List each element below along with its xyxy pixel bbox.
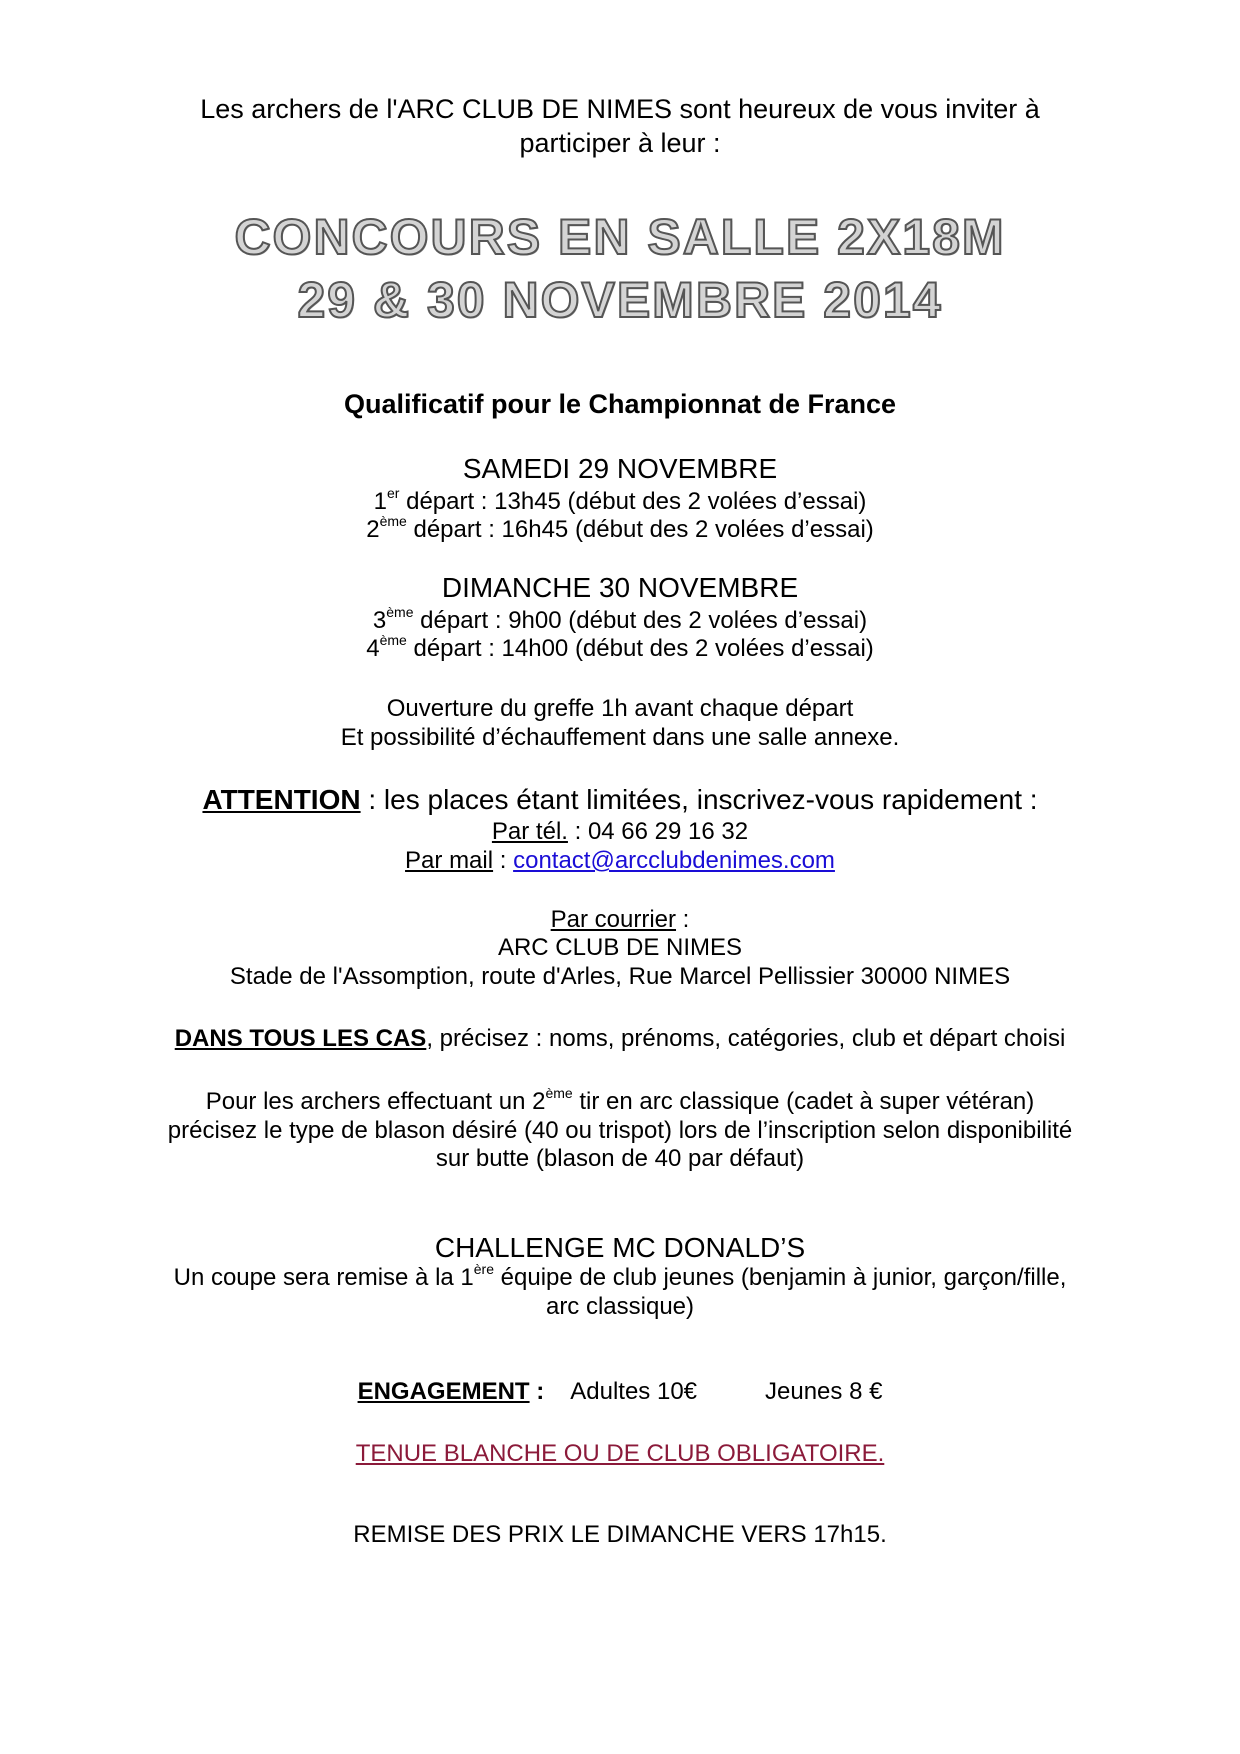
depart-4: [0, 632, 1240, 663]
event-title: CONCOURS EN SALLE 2X18M: [234, 209, 1006, 265]
depart-1-sup: er: [386, 485, 400, 501]
depart-4-num: 4: [366, 635, 380, 662]
mail-line: [0, 847, 1240, 875]
club-name: ARC CLUB DE NIMES: [497, 934, 743, 961]
courrier-sep: :: [676, 906, 690, 933]
challenge-sup: ère: [473, 1261, 494, 1277]
tenue-notice: TENUE BLANCHE OU DE CLUB OBLIGATOIRE.: [355, 1440, 885, 1467]
second-tir-sup: ème: [545, 1085, 573, 1101]
email-link[interactable]: contact@arcclubdenimes.com: [513, 847, 835, 874]
second-tir-line-1: [0, 1085, 1240, 1116]
depart-4-text: départ : 14h00 (début des 2 volées d’essai): [406, 635, 874, 662]
dans-tous-label: DANS TOUS LES CAS: [174, 1025, 427, 1052]
phone-label: Par tél.: [491, 818, 568, 845]
attention-label: ATTENTION: [202, 784, 361, 815]
phone-value: : 04 66 29 16 32: [567, 818, 749, 845]
depart-1-num: 1: [373, 488, 387, 515]
depart-2-text: départ : 16h45 (début des 2 volées d’essai): [406, 516, 874, 543]
club-address: Stade de l'Assomption, route d'Arles, Rue Marcel Pellissier 30000 NIMES: [229, 963, 1011, 990]
dans-tous-text: , précisez : noms, prénoms, catégories, club et départ choisi: [426, 1025, 1066, 1052]
engagement-jeunes: Jeunes 8 €: [765, 1378, 883, 1405]
attention-text: : les places étant limitées, inscrivez-vous rapidement :: [360, 784, 1038, 815]
challenge-line-1: [0, 1261, 1240, 1292]
remise-des-prix: REMISE DES PRIX LE DIMANCHE VERS 17h15.: [353, 1521, 887, 1548]
mail-label: Par mail: [405, 847, 494, 874]
challenge-line-2: arc classique): [545, 1293, 695, 1320]
courrier-label: Par courrier: [550, 906, 677, 933]
intro-line-2: participer à leur :: [519, 128, 721, 158]
dans-tous-les-cas-line: [0, 1025, 1240, 1053]
mail-sep: :: [493, 847, 514, 874]
greffe-line-1: Ouverture du greffe 1h avant chaque départ: [386, 695, 854, 722]
qualification-note: Qualificatif pour le Championnat de France: [343, 389, 897, 419]
saturday-heading: SAMEDI 29 NOVEMBRE: [462, 453, 778, 484]
second-tir-pre: Pour les archers effectuant un 2: [205, 1088, 546, 1115]
engagement-label: ENGAGEMENT: [357, 1378, 530, 1405]
challenge-heading: CHALLENGE MC DONALD’S: [434, 1232, 806, 1263]
depart-3-num: 3: [372, 607, 387, 634]
greffe-line-2: Et possibilité d’échauffement dans une salle annexe.: [340, 724, 900, 751]
engagement-adultes: Adultes 10€: [570, 1378, 698, 1405]
sunday-heading: DIMANCHE 30 NOVEMBRE: [441, 572, 799, 603]
second-tir-line-2: précisez le type de blason désiré (40 ou trispot) lors de l’inscription selon disponibilité: [167, 1117, 1073, 1144]
depart-3: [0, 604, 1240, 635]
depart-2-num: 2: [366, 516, 380, 543]
second-tir-post: tir en arc classique (cadet à super vétéran): [572, 1088, 1035, 1115]
intro-line-1: Les archers de l'ARC CLUB DE NIMES sont heureux de vous inviter à: [200, 94, 1040, 124]
depart-3-sup: ème: [386, 604, 414, 620]
depart-4-sup: ème: [379, 632, 407, 648]
event-dates: 29 & 30 NOVEMBRE 2014: [297, 272, 943, 328]
second-tir-line-3: sur butte (blason de 40 par défaut): [435, 1145, 805, 1172]
depart-1: [0, 485, 1240, 516]
attention-line: [0, 784, 1240, 816]
engagement-line: [0, 1378, 1240, 1406]
depart-1-text: départ : 13h45 (début des 2 volées d’essai): [399, 488, 867, 515]
challenge-post: équipe de club jeunes (benjamin à junior, garçon/fille,: [494, 1264, 1067, 1291]
phone-line: [0, 818, 1240, 846]
courrier-line: [0, 906, 1240, 934]
depart-3-text: départ : 9h00 (début des 2 volées d’essai): [413, 607, 868, 634]
challenge-pre: Un coupe sera remise à la 1: [173, 1264, 474, 1291]
depart-2: [0, 513, 1240, 544]
engagement-sep: :: [529, 1378, 545, 1405]
depart-2-sup: ème: [379, 513, 407, 529]
